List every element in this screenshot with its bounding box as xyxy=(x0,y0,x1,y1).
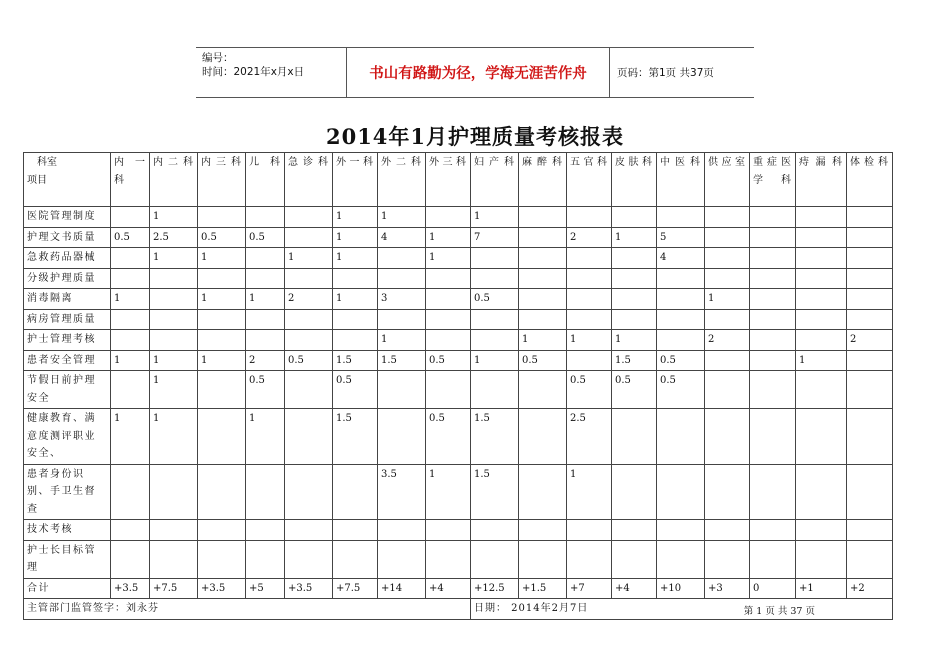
score-cell xyxy=(471,371,519,409)
score-cell xyxy=(847,289,893,310)
score-cell xyxy=(750,371,796,409)
score-cell xyxy=(285,464,333,520)
score-cell xyxy=(246,540,285,578)
table-row xyxy=(24,227,893,248)
table-header-row xyxy=(24,153,893,207)
score-cell: +4 xyxy=(612,578,657,599)
score-cell xyxy=(657,268,705,289)
score-cell xyxy=(567,289,612,310)
score-cell xyxy=(705,227,750,248)
score-cell xyxy=(111,207,150,228)
score-cell xyxy=(750,289,796,310)
score-cell xyxy=(333,540,378,578)
score-cell xyxy=(657,409,705,465)
score-cell: +7.5 xyxy=(150,578,198,599)
score-cell xyxy=(847,409,893,465)
score-cell: +4 xyxy=(426,578,471,599)
score-cell xyxy=(847,540,893,578)
score-cell xyxy=(796,248,847,269)
score-cell: +3 xyxy=(705,578,750,599)
score-cell xyxy=(657,207,705,228)
score-cell xyxy=(796,464,847,520)
score-cell xyxy=(750,464,796,520)
score-cell xyxy=(471,309,519,330)
score-cell xyxy=(519,207,567,228)
score-cell: 0.5 xyxy=(198,227,246,248)
score-cell: 3.5 xyxy=(378,464,426,520)
score-cell xyxy=(657,309,705,330)
score-cell xyxy=(246,207,285,228)
page-header xyxy=(196,47,754,98)
score-cell: 0.5 xyxy=(426,350,471,371)
score-cell xyxy=(750,248,796,269)
score-cell: 2 xyxy=(246,350,285,371)
score-cell: 0.5 xyxy=(285,350,333,371)
score-cell xyxy=(705,350,750,371)
score-cell xyxy=(285,330,333,351)
score-cell xyxy=(796,207,847,228)
score-cell xyxy=(796,540,847,578)
score-cell: 1 xyxy=(333,207,378,228)
score-cell xyxy=(150,464,198,520)
score-cell: 1 xyxy=(333,248,378,269)
score-cell: 2 xyxy=(705,330,750,351)
score-cell xyxy=(198,464,246,520)
header-slogan: 书山有路勤为径，学海无涯苦作舟 xyxy=(347,48,610,97)
score-cell: 2 xyxy=(567,227,612,248)
score-cell xyxy=(657,464,705,520)
table-row xyxy=(24,289,893,310)
score-cell: 0.5 xyxy=(333,371,378,409)
score-cell xyxy=(378,371,426,409)
score-cell xyxy=(847,248,893,269)
score-cell xyxy=(796,227,847,248)
score-cell xyxy=(246,268,285,289)
score-cell xyxy=(847,350,893,371)
department-header: 外一科 xyxy=(333,153,378,207)
department-header: 妇产科 xyxy=(471,153,519,207)
score-cell xyxy=(198,520,246,541)
score-cell xyxy=(333,464,378,520)
score-cell: 1 xyxy=(150,248,198,269)
department-header: 麻醉科 xyxy=(519,153,567,207)
department-header: 供应室 xyxy=(705,153,750,207)
score-cell xyxy=(612,207,657,228)
score-cell xyxy=(519,268,567,289)
score-cell xyxy=(198,309,246,330)
score-cell: 0.5 xyxy=(471,289,519,310)
row-label: 合计 xyxy=(24,578,111,599)
score-cell xyxy=(796,371,847,409)
score-cell xyxy=(378,540,426,578)
score-cell: 0.5 xyxy=(567,371,612,409)
table-row xyxy=(24,248,893,269)
score-cell xyxy=(150,268,198,289)
row-label: 健康教育、满意度测评职业安全、 xyxy=(24,409,111,465)
score-cell xyxy=(847,268,893,289)
row-label: 节假日前护理安全 xyxy=(24,371,111,409)
score-cell xyxy=(750,350,796,371)
score-cell xyxy=(750,540,796,578)
table-row xyxy=(24,578,893,599)
score-cell xyxy=(519,289,567,310)
score-cell: +7.5 xyxy=(333,578,378,599)
score-cell xyxy=(657,540,705,578)
table-row xyxy=(24,464,893,520)
score-cell xyxy=(198,207,246,228)
score-cell xyxy=(567,207,612,228)
score-cell: 1 xyxy=(378,207,426,228)
score-cell xyxy=(657,520,705,541)
score-cell xyxy=(750,227,796,248)
score-cell: 1 xyxy=(426,248,471,269)
score-cell: 1 xyxy=(426,227,471,248)
score-cell xyxy=(150,289,198,310)
header-page-label: 页码：第1页 共37页 xyxy=(617,67,714,79)
score-cell xyxy=(333,520,378,541)
table-row xyxy=(24,540,893,578)
score-cell xyxy=(246,520,285,541)
score-cell: 1 xyxy=(198,289,246,310)
score-cell: 1 xyxy=(150,350,198,371)
score-cell xyxy=(705,309,750,330)
score-cell: 1.5 xyxy=(471,464,519,520)
score-cell xyxy=(796,309,847,330)
row-label: 患者安全管理 xyxy=(24,350,111,371)
score-cell xyxy=(567,540,612,578)
score-cell xyxy=(378,409,426,465)
department-header: 内一科 xyxy=(111,153,150,207)
corner-cell xyxy=(24,153,111,207)
score-cell: 1 xyxy=(111,289,150,310)
score-cell xyxy=(246,330,285,351)
score-cell: +12.5 xyxy=(471,578,519,599)
row-label: 医院管理制度 xyxy=(24,207,111,228)
score-cell xyxy=(796,409,847,465)
department-header: 重症医学科 xyxy=(750,153,796,207)
score-cell xyxy=(750,409,796,465)
score-cell xyxy=(796,268,847,289)
signature-cell: 主管部门监管签字：刘永芬 xyxy=(24,599,471,620)
score-cell xyxy=(378,309,426,330)
row-label: 病房管理质量 xyxy=(24,309,111,330)
score-cell xyxy=(426,540,471,578)
score-cell xyxy=(567,350,612,371)
score-cell: 1 xyxy=(246,289,285,310)
score-cell: 1 xyxy=(150,371,198,409)
score-cell xyxy=(519,409,567,465)
table-row xyxy=(24,409,893,465)
score-cell xyxy=(471,330,519,351)
score-cell xyxy=(519,248,567,269)
score-cell: 0.5 xyxy=(426,409,471,465)
score-cell xyxy=(285,371,333,409)
score-cell xyxy=(426,268,471,289)
score-cell xyxy=(198,268,246,289)
row-label: 护士长目标管理 xyxy=(24,540,111,578)
score-cell xyxy=(471,248,519,269)
score-cell xyxy=(705,540,750,578)
score-cell xyxy=(750,330,796,351)
score-cell: +14 xyxy=(378,578,426,599)
score-cell xyxy=(612,248,657,269)
score-cell xyxy=(705,207,750,228)
score-cell: 2.5 xyxy=(567,409,612,465)
score-cell: 0.5 xyxy=(657,350,705,371)
score-cell xyxy=(378,520,426,541)
row-label: 护理文书质量 xyxy=(24,227,111,248)
score-cell xyxy=(519,540,567,578)
department-header: 急诊科 xyxy=(285,153,333,207)
table-row xyxy=(24,330,893,351)
score-cell xyxy=(246,464,285,520)
score-cell xyxy=(198,330,246,351)
score-cell: 0.5 xyxy=(246,371,285,409)
score-cell xyxy=(111,248,150,269)
score-cell xyxy=(657,289,705,310)
score-cell: 3 xyxy=(378,289,426,310)
score-cell xyxy=(471,540,519,578)
score-cell: 1 xyxy=(471,350,519,371)
table-row xyxy=(24,309,893,330)
score-cell: 5 xyxy=(657,227,705,248)
score-cell xyxy=(519,227,567,248)
score-cell xyxy=(612,540,657,578)
score-cell xyxy=(847,464,893,520)
score-cell: 1 xyxy=(612,330,657,351)
score-cell: 1 xyxy=(111,409,150,465)
score-cell xyxy=(567,520,612,541)
score-cell xyxy=(333,268,378,289)
table-row xyxy=(24,371,893,409)
row-label: 分级护理质量 xyxy=(24,268,111,289)
score-cell xyxy=(750,268,796,289)
table-row xyxy=(24,350,893,371)
score-cell xyxy=(378,248,426,269)
score-cell: +3.5 xyxy=(198,578,246,599)
date-cell: 日期： 2014年2月7日 xyxy=(471,599,893,620)
score-cell xyxy=(750,207,796,228)
score-cell: 1.5 xyxy=(471,409,519,465)
row-label: 消毒隔离 xyxy=(24,289,111,310)
score-cell: 0.5 xyxy=(612,371,657,409)
score-cell xyxy=(847,520,893,541)
score-cell xyxy=(285,227,333,248)
score-cell xyxy=(426,330,471,351)
score-cell xyxy=(111,464,150,520)
score-cell: 7 xyxy=(471,227,519,248)
score-cell xyxy=(519,371,567,409)
score-cell xyxy=(612,309,657,330)
page-footer: 第 1 页 共 37 页 xyxy=(743,606,815,617)
nursing-quality-table xyxy=(23,152,893,620)
score-cell xyxy=(847,227,893,248)
score-cell xyxy=(111,309,150,330)
score-cell xyxy=(246,309,285,330)
score-cell xyxy=(426,371,471,409)
score-cell: 1 xyxy=(612,227,657,248)
score-cell xyxy=(426,520,471,541)
score-cell xyxy=(612,289,657,310)
score-cell: 1 xyxy=(567,330,612,351)
score-cell: 1.5 xyxy=(378,350,426,371)
score-cell xyxy=(705,268,750,289)
score-cell xyxy=(285,207,333,228)
score-cell: 0.5 xyxy=(111,227,150,248)
score-cell: +7 xyxy=(567,578,612,599)
score-cell xyxy=(150,309,198,330)
score-cell: 1.5 xyxy=(333,350,378,371)
score-cell: 1 xyxy=(519,330,567,351)
score-cell xyxy=(612,520,657,541)
department-header: 痔漏科 xyxy=(796,153,847,207)
score-cell xyxy=(796,289,847,310)
score-cell xyxy=(285,309,333,330)
score-cell: 1 xyxy=(705,289,750,310)
department-header: 外二科 xyxy=(378,153,426,207)
score-cell: +5 xyxy=(246,578,285,599)
score-cell xyxy=(847,207,893,228)
score-cell: 1 xyxy=(378,330,426,351)
department-header: 五官科 xyxy=(567,153,612,207)
score-cell xyxy=(285,409,333,465)
score-cell xyxy=(378,268,426,289)
score-cell xyxy=(612,409,657,465)
score-cell xyxy=(246,248,285,269)
score-cell: 1 xyxy=(426,464,471,520)
header-meta xyxy=(196,48,347,97)
time-label: 时间：2021年x月x日 xyxy=(202,66,305,78)
department-header: 内三科 xyxy=(198,153,246,207)
score-cell: 0.5 xyxy=(246,227,285,248)
department-header: 儿科 xyxy=(246,153,285,207)
score-cell: 1 xyxy=(246,409,285,465)
score-cell xyxy=(150,520,198,541)
score-cell: 2 xyxy=(847,330,893,351)
row-label: 患者身份识别、手卫生督查 xyxy=(24,464,111,520)
score-cell xyxy=(847,371,893,409)
corner-bottom-label: 项目 xyxy=(27,174,47,186)
score-cell xyxy=(111,268,150,289)
department-header: 体检科 xyxy=(847,153,893,207)
score-cell xyxy=(198,371,246,409)
score-cell: +3.5 xyxy=(111,578,150,599)
score-cell xyxy=(426,289,471,310)
table-row xyxy=(24,268,893,289)
score-cell: +10 xyxy=(657,578,705,599)
score-cell xyxy=(333,309,378,330)
score-cell: 1.5 xyxy=(612,350,657,371)
score-cell: 1 xyxy=(333,227,378,248)
score-cell xyxy=(426,207,471,228)
score-cell: 2.5 xyxy=(150,227,198,248)
table-row xyxy=(24,520,893,541)
score-cell xyxy=(705,248,750,269)
score-cell: 4 xyxy=(657,248,705,269)
score-cell xyxy=(285,268,333,289)
score-cell xyxy=(285,540,333,578)
table-row xyxy=(24,207,893,228)
department-header: 中医科 xyxy=(657,153,705,207)
score-cell xyxy=(796,330,847,351)
score-cell xyxy=(567,268,612,289)
score-cell: +1.5 xyxy=(519,578,567,599)
score-cell xyxy=(471,268,519,289)
score-cell xyxy=(750,309,796,330)
score-cell xyxy=(847,309,893,330)
score-cell xyxy=(705,371,750,409)
score-cell: 1 xyxy=(285,248,333,269)
score-cell xyxy=(198,409,246,465)
number-label: 编号： xyxy=(202,52,234,64)
score-cell xyxy=(612,464,657,520)
score-cell xyxy=(111,520,150,541)
score-cell xyxy=(705,409,750,465)
score-cell xyxy=(519,464,567,520)
score-cell xyxy=(285,520,333,541)
score-cell xyxy=(111,540,150,578)
score-cell xyxy=(426,309,471,330)
score-cell xyxy=(567,309,612,330)
score-cell: 2 xyxy=(285,289,333,310)
score-cell: +3.5 xyxy=(285,578,333,599)
score-cell xyxy=(471,520,519,541)
score-cell: 0.5 xyxy=(519,350,567,371)
score-cell xyxy=(519,309,567,330)
score-cell: 0.5 xyxy=(657,371,705,409)
score-cell xyxy=(198,540,246,578)
score-cell xyxy=(150,330,198,351)
score-cell: 1 xyxy=(150,409,198,465)
row-label: 技术考核 xyxy=(24,520,111,541)
department-header: 皮肤科 xyxy=(612,153,657,207)
score-cell xyxy=(519,520,567,541)
score-cell xyxy=(111,371,150,409)
score-cell: 1 xyxy=(111,350,150,371)
score-cell: 1 xyxy=(471,207,519,228)
score-cell: 0 xyxy=(750,578,796,599)
score-cell: +2 xyxy=(847,578,893,599)
row-label: 护士管理考核 xyxy=(24,330,111,351)
score-cell: 1 xyxy=(150,207,198,228)
score-cell: 1 xyxy=(198,350,246,371)
score-cell: +1 xyxy=(796,578,847,599)
score-cell xyxy=(705,464,750,520)
score-cell: 4 xyxy=(378,227,426,248)
score-cell xyxy=(333,330,378,351)
department-header: 外三科 xyxy=(426,153,471,207)
department-header: 内二科 xyxy=(150,153,198,207)
corner-top-label: 科室 xyxy=(37,157,57,168)
score-cell: 1 xyxy=(567,464,612,520)
report-title: 2014年1月护理质量考核报表 xyxy=(325,124,625,149)
score-cell xyxy=(796,520,847,541)
score-cell xyxy=(612,268,657,289)
score-cell: 1 xyxy=(796,350,847,371)
score-cell xyxy=(567,248,612,269)
score-cell xyxy=(705,520,750,541)
score-cell xyxy=(657,330,705,351)
score-cell xyxy=(111,330,150,351)
score-cell: 1.5 xyxy=(333,409,378,465)
row-label: 急救药品器械 xyxy=(24,248,111,269)
score-cell: 1 xyxy=(198,248,246,269)
score-cell xyxy=(750,520,796,541)
score-cell xyxy=(150,540,198,578)
score-cell: 1 xyxy=(333,289,378,310)
